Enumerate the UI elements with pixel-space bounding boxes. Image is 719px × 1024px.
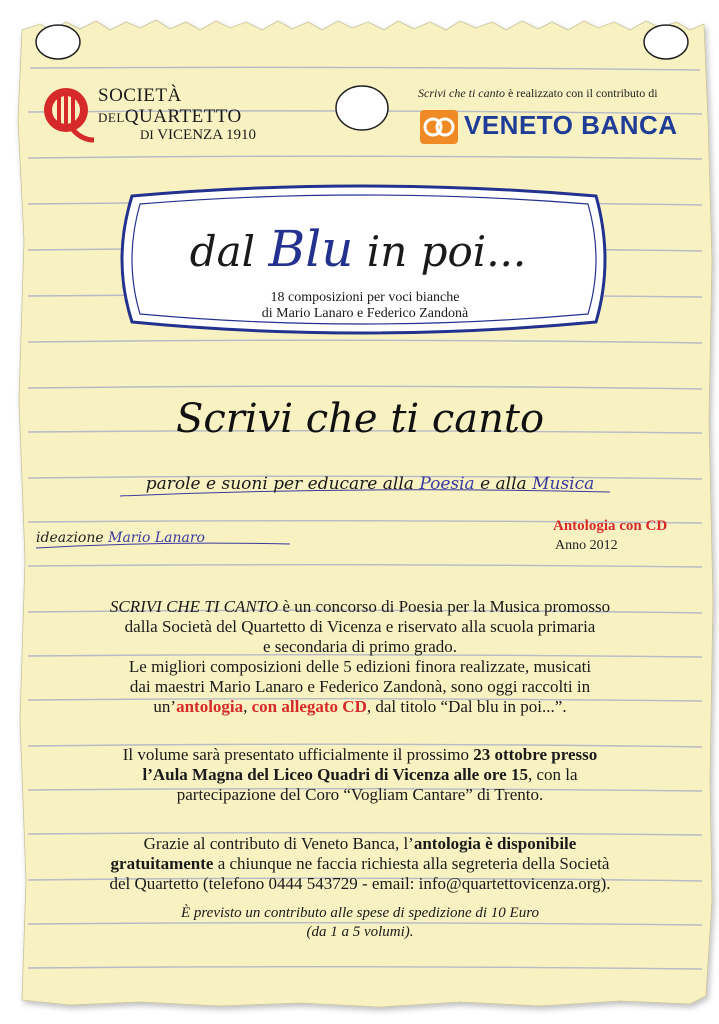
tagline-part2: e alla (474, 474, 533, 494)
ideazione-credit (36, 530, 205, 546)
tagline-part1: parole e suoni per educare alla (145, 474, 420, 494)
body-p1-line6-a: un’ (153, 697, 177, 716)
body-antologia-highlight: antologia (176, 697, 244, 716)
body-p1-line4: Le migliori composizioni delle 5 edizioni finora realizzate, musicati (128, 657, 592, 676)
ideazione-label: ideazione (36, 530, 109, 546)
veneto-banca-logo (420, 108, 690, 144)
tagline (110, 474, 630, 494)
banner-title-part1: dal (189, 227, 269, 276)
ideazione-name: Mario Lanaro (108, 530, 205, 546)
body-p1-line6-b: , (243, 697, 252, 716)
body-contest-name: SCRIVI CHE TI CANTO (109, 597, 279, 616)
sponsor-note-rest: è realizzato con il contributo di (504, 86, 658, 100)
body-p3-line2-rest: a chiunque ne faccia richiesta alla segreteria della Società (213, 854, 610, 873)
body-cd-highlight: con allegato CD (251, 697, 367, 716)
society-name-line2: QUARTETTO (124, 106, 242, 127)
banner-subtitle-line1: 18 composizioni per voci bianche (270, 290, 460, 305)
tagline-poesia: Poesia (419, 474, 475, 494)
main-title: Scrivi che ti canto (175, 396, 545, 442)
body-p1-line3: e secondaria di primo grado. (262, 637, 457, 656)
body-availability-highlight: antologia è disponibile (413, 834, 577, 853)
sponsor-note-title: Scrivi che ti canto (418, 86, 505, 100)
shipping-note (40, 904, 680, 942)
banner-title-blu: Blu (268, 220, 354, 278)
shipping-note-line1: È previsto un contributo alle spese di spedizione di 10 Euro (180, 905, 539, 921)
societa-quartetto-logo (40, 82, 270, 152)
body-p2-line1: Il volume sarà presentato ufficialmente il prossimo (122, 745, 474, 764)
body-paragraph-1 (40, 597, 680, 717)
body-p3-line1: Grazie al contributo di Veneto Banca, l’ (143, 834, 414, 853)
society-city-prefix: DI (140, 127, 154, 142)
shipping-note-line2: (da 1 a 5 volumi). (306, 924, 414, 940)
anno-label: Anno 2012 (555, 538, 618, 553)
banner-subtitle (200, 290, 530, 322)
body-p1-line1: è un concorso di Poesia per la Musica promosso (278, 597, 611, 616)
body-contact-line: del Quartetto (telefono 0444 543729 - email: info@quartettovicenza.org). (109, 874, 611, 893)
body-free-highlight: gratuitamente (110, 854, 214, 873)
banner-title-part2: in poi... (353, 227, 527, 276)
body-p1-line6-c: , dal titolo “Dal blu in poi...”. (366, 697, 567, 716)
sponsor-name: VENETO BANCA (464, 110, 678, 140)
body-paragraph-3 (40, 834, 680, 894)
body-p1-line2: dalla Società del Quartetto di Vicenza e riservato alla scuola primaria (124, 617, 596, 636)
society-name-line1: SOCIETÀ (98, 85, 182, 106)
quartetto-q-icon (40, 82, 96, 146)
body-venue-highlight: l’Aula Magna del Liceo Quadri di Vicenza alle ore 15 (142, 765, 528, 784)
banner-subtitle-line2: di Mario Lanaro e Federico Zandonà (261, 306, 469, 321)
tagline-musica: Musica (532, 474, 595, 494)
body-paragraph-2 (40, 745, 680, 805)
sponsor-note (418, 86, 658, 101)
antologia-label: Antologia con CD (553, 518, 668, 534)
society-city: VICENZA 1910 (157, 127, 256, 143)
banner-title (118, 220, 598, 278)
body-p2-line3: partecipazione del Coro “Vogliam Cantare” di Trento. (176, 785, 544, 804)
veneto-banca-icon (420, 110, 458, 144)
body-date-highlight: 23 ottobre presso (473, 745, 598, 764)
body-p1-line5: dai maestri Mario Lanaro e Federico Zandonà, sono oggi raccolti in (129, 677, 591, 696)
society-name-prefix: DEL (98, 110, 125, 125)
body-p2-line2-rest: , con la (527, 765, 578, 784)
